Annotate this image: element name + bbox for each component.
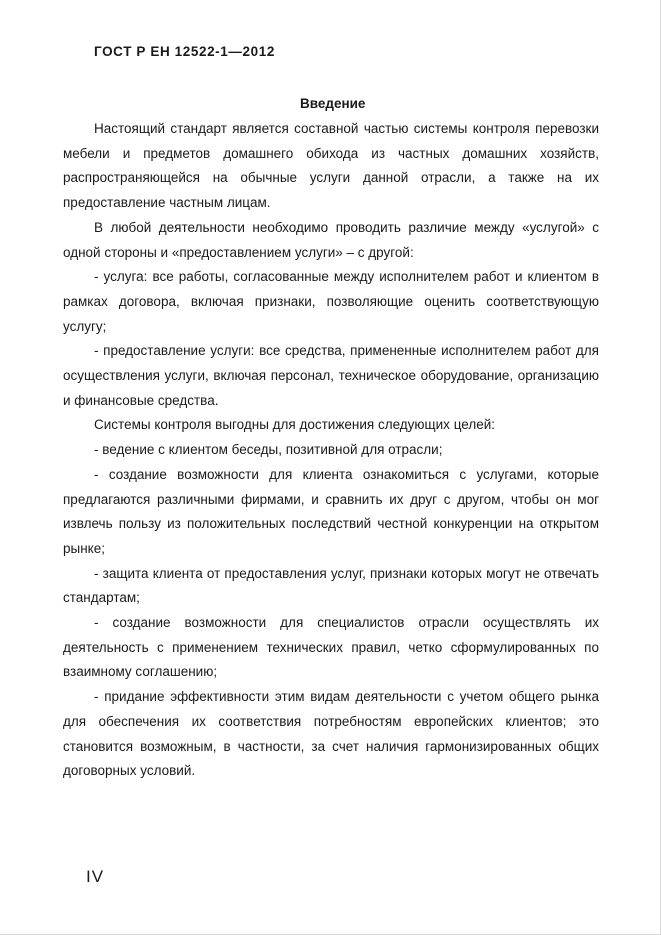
paragraph-goals-intro: Системы контроля выгодны для достижения следующих целей: (94, 417, 496, 433)
definition-service-provision: - предоставление услуги: все средства, примененные исполнителем работ для осуществления услуги, включая персонал, техническое оборудование, организацию и финансовые средства. (63, 343, 599, 408)
goal-item: - создание возможности для клиента ознакомиться с услугами, которые предлагаются различными фирмами, и сравнить их друг с другом, чтобы он мог извлечь пользу из положительных последствий честной конкуренции на открытом рынке; (63, 466, 599, 556)
goal-item: - создание возможности для специалистов отрасли осуществлять их деятельность с применением технических правил, четко сформулированных по взаимному соглашению; (63, 615, 599, 680)
goal-item: - защита клиента от предоставления услуг, признаки которых могут не отвечать стандартам; (63, 565, 599, 606)
definition-service: - услуга: все работы, согласованные между исполнителем работ и клиентом в рамках договора, включая признаки, позволяющие оценить соответствующую услугу; (63, 269, 599, 334)
page-number: IV (86, 867, 105, 886)
standard-code-header: ГОСТ Р ЕН 12522-1—2012 (94, 44, 275, 59)
goal-item: - ведение с клиентом беседы, позитивной для отрасли; (94, 442, 443, 458)
goal-item: - придание эффективности этим видам деятельности с учетом общего рынка для обеспечения их соответствия потребностям европейских клиентов; это становится возможным, в частности, за счет наличия гармонизированных общих договорных условий. (63, 689, 599, 779)
paragraph-distinction: В любой деятельности необходимо проводить различие между «услугой» с одной стороны и «предоставлением услуги» – с другой: (63, 219, 599, 260)
section-title: Введение (300, 96, 366, 111)
paragraph-intro: Настоящий стандарт является составной частью системы контроля перевозки мебели и предметов домашнего обихода из частных домашних хозяйств, распространяющейся на обычные услуги данной отрасли, а также на их предоставление частным лицам. (63, 121, 599, 211)
body-text (63, 117, 599, 784)
